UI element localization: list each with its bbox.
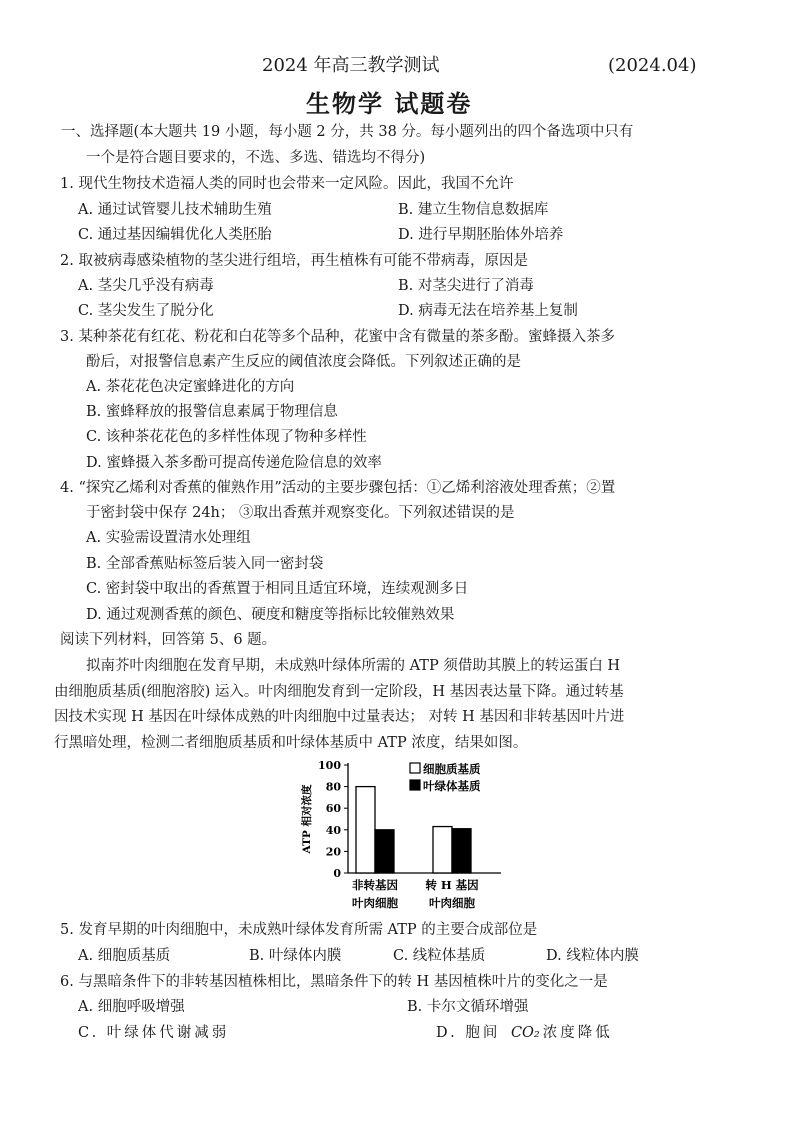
exam-date: (2024.04) [608,55,697,76]
q3-option-c: C. 该种茶花花色的多样性体现了物种多样性 [86,429,367,445]
q6-stem: 6. 与黑暗条件下的非转基因植株相比，黑暗条件下的转 H 基因植株叶片的变化之一是 [60,974,608,990]
bar-cytoplasm-2 [433,827,452,873]
x-category-sublabel: 叶肉细胞 [429,896,475,910]
q2-option-a: A. 茎尖几乎没有病毒 [78,278,214,294]
q4-option-b: B. 全部香蕉贴标签后装入同一密封袋 [86,556,324,572]
bar-chloroplast-1 [375,830,394,873]
legend-swatch [410,763,420,773]
section-instructions-line1: 一、选择题(本大题共 19 小题，每小题 2 分，共 38 分。每小题列出的四个备选项中只有 [61,124,634,140]
x-category-label: 转 H 基因 [425,878,479,892]
q4-stem-line1: 4. “探究乙烯利对香蕉的催熟作用”活动的主要步骤包括：①乙烯利溶液处理香蕉；②置 [60,480,616,496]
q3-stem-line2: 酚后，对报警信息素产生反应的阈值浓度会降低。下列叙述正确的是 [86,354,521,370]
q1-option-c: C. 通过基因编辑优化人类胚胎 [78,227,272,243]
q6-option-b: B. 卡尔文循环增强 [407,999,529,1015]
legend-label: 叶绿体基质 [423,779,481,793]
co2-formula: CO₂ [510,1025,540,1041]
x-category-label: 非转基因 [352,878,398,892]
q5-option-b: B. 叶绿体内膜 [249,948,342,964]
q6-option-c: C. 叶绿体代谢减弱 [78,1025,230,1041]
y-axis-title: ATP 相对浓度 [301,784,313,854]
q6-option-a: A. 细胞呼吸增强 [78,999,185,1015]
legend-label: 细胞质基质 [423,762,481,776]
exam-title: 2024 年高三教学测试 [262,55,440,76]
q5-option-d: D. 线粒体内膜 [546,948,639,964]
q3-stem-line1: 3. 某种茶花有红花、粉花和白花等多个品种，花蜜中含有微量的茶多酚。蜜蜂摄入茶多 [60,329,615,345]
q1-option-a: A. 通过试管婴儿技术辅助生殖 [78,202,272,218]
q4-option-d: D. 通过观测香蕉的颜色、硬度和糖度等指标比较催熟效果 [86,607,455,623]
reading-paragraph-line2: 由细胞质基质(细胞溶胶) 运入。叶肉细胞发育到一定阶段，H 基因表达量下降。通过转基 [54,684,624,700]
y-tick-label: 80 [325,780,341,794]
q5-option-c: C. 线粒体基质 [393,948,486,964]
y-tick-label: 40 [325,823,341,837]
y-tick-label: 100 [318,759,341,772]
subject-title: 生物学 试题卷 [306,89,473,118]
q6-option-d-prefix: D. 胞间 [436,1025,508,1041]
q1-option-b: B. 建立生物信息数据库 [398,202,549,218]
q2-option-c: C. 茎尖发生了脱分化 [78,303,214,319]
atp-bar-chart [296,755,516,915]
bar-chloroplast-2 [452,829,471,873]
q4-stem-line2: 于密封袋中保存 24h； ③取出香蕉并观察变化。下列叙述错误的是 [86,505,515,521]
q3-option-b: B. 蜜蜂释放的报警信息素属于物理信息 [86,404,338,420]
q1-stem: 1. 现代生物技术造福人类的同时也会带来一定风险。因此，我国不允许 [60,176,514,192]
bar-cytoplasm-1 [356,787,375,873]
y-tick-label: 60 [325,802,341,816]
y-tick-label: 20 [325,845,341,859]
legend-swatch [410,780,420,790]
reading-intro: 阅读下列材料，回答第 5、6 题。 [60,632,277,648]
reading-paragraph-line3: 因技术实现 H 基因在叶绿体成熟的叶肉细胞中过量表达； 对转 H 基因和非转基因叶片进 [54,709,625,725]
q2-option-d: D. 病毒无法在培养基上复制 [398,303,578,319]
q5-option-a: A. 细胞质基质 [78,948,171,964]
reading-paragraph-line1: 拟南芥叶肉细胞在发育早期，未成熟叶绿体所需的 ATP 须借助其膜上的转运蛋白 H [86,658,621,674]
q6-option-d [436,1023,613,1043]
x-category-sublabel: 叶肉细胞 [352,896,398,910]
q2-option-b: B. 对茎尖进行了消毒 [398,278,534,294]
q5-stem: 5. 发育早期的叶肉细胞中，未成熟叶绿体发育所需 ATP 的主要合成部位是 [60,922,538,938]
q3-option-d: D. 蜜蜂摄入茶多酚可提高传递危险信息的效率 [86,455,382,471]
q1-option-d: D. 进行早期胚胎体外培养 [398,227,564,243]
q6-option-d-suffix: 浓度降低 [542,1025,613,1041]
q4-option-c: C. 密封袋中取出的香蕉置于相同且适宜环境，连续观测多日 [86,581,469,597]
reading-paragraph-line4: 行黑暗处理，检测二者细胞质基质和叶绿体基质中 ATP 浓度，结果如图。 [54,735,528,751]
q4-option-a: A. 实验需设置清水处理组 [86,530,251,546]
q2-stem: 2. 取被病毒感染植物的茎尖进行组培，再生植株有可能不带病毒，原因是 [60,253,528,269]
y-tick-label: 0 [333,867,341,880]
q3-option-a: A. 茶花花色决定蜜蜂进化的方向 [86,379,295,395]
section-instructions-line2: 一个是符合题目要求的，不选、多选、错选均不得分) [86,150,426,166]
